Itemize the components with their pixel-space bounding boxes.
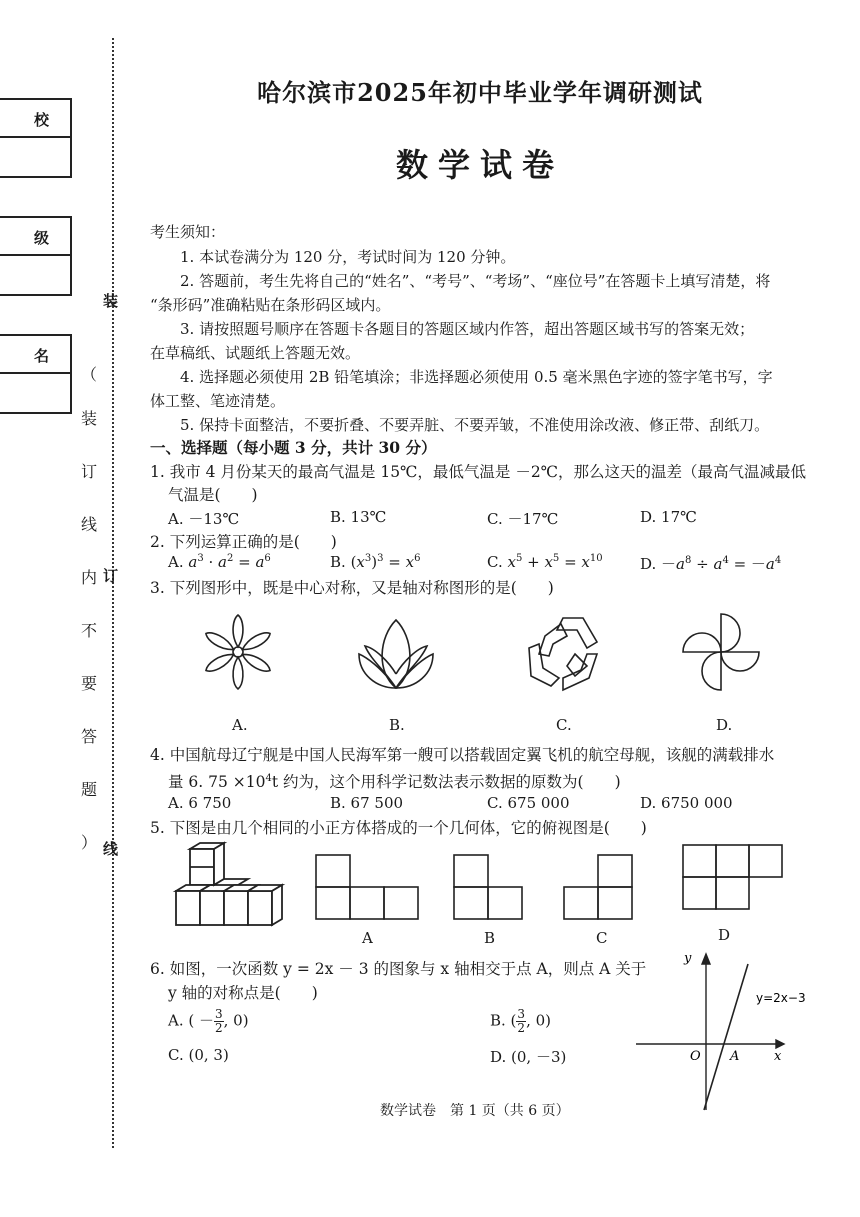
y-axis-arrow	[702, 954, 710, 964]
binding-dotted-line	[112, 38, 114, 1148]
q5-caption-b: B	[484, 929, 496, 947]
q6-stem-line1: 6. 如图，一次函数 y = 2x － 3 的图象与 x 轴相交于点 A，则点 A 关于	[150, 960, 647, 978]
school-label: 校	[0, 100, 70, 138]
q1-option-c[interactable]: C. －17℃	[487, 510, 559, 528]
q1-option-a[interactable]: A. －13℃	[168, 510, 240, 528]
q5-option-b-view[interactable]	[452, 853, 532, 923]
q3-caption-d: D.	[716, 716, 733, 734]
origin-label: O	[690, 1049, 701, 1064]
q6-option-a[interactable]: A. ( － $\frac{3}{2}$ , 0)	[168, 1007, 249, 1035]
q5-caption-c: C	[596, 929, 608, 947]
function-label: y=2x−3	[756, 991, 806, 1005]
q2-option-b[interactable]: B. $(x^3)^3 = x^6$	[330, 553, 421, 571]
section-title: 一、选择题（每小题 3 分，共计 30 分）	[150, 438, 437, 457]
notice-item: 1. 本试卷满分为 120 分，考试时间为 120 分钟。	[180, 248, 516, 266]
binding-vertical-note: （ 装 订 线 内 不 要 答 题 ）	[80, 365, 97, 852]
notice-heading: 考生须知：	[150, 223, 226, 241]
q4-option-c[interactable]: C. 675 000	[487, 794, 570, 812]
name-label: 名	[0, 336, 70, 374]
point-a-label: A	[730, 1049, 740, 1064]
q3-caption-c: C.	[556, 716, 572, 734]
q6-stem-line2: y 轴的对称点是( )	[168, 984, 318, 1002]
school-box	[0, 98, 72, 178]
x-axis-label: x	[774, 1049, 782, 1064]
q3-figure-d-pinwheel	[681, 612, 761, 692]
q5-solid-figure	[176, 843, 286, 928]
class-label: 级	[0, 218, 70, 256]
notice-item: 4. 选择题必须使用 2B 铅笔填涂；非选择题必须使用 0.5 毫米黑色字迹的签字笔书写，字	[180, 368, 773, 386]
q6-option-d[interactable]: D. (0, －3)	[490, 1048, 567, 1066]
notice-item: 5. 保持卡面整洁，不要折叠、不要弄脏、不要弄皱，不准使用涂改液、修正带、刮纸刀。	[180, 416, 770, 434]
q5-option-a-view[interactable]	[314, 853, 424, 923]
q3-figure-c-recycle	[523, 614, 603, 694]
q2-option-c[interactable]: C. $x^5 + x^5 = x^{10}$	[487, 553, 603, 571]
notice-item: 3. 请按照题号顺序在答题卡各题目的答题区域内作答，超出答题区域书写的答案无效；	[180, 320, 755, 338]
q2-option-d[interactable]: D. $-a^8 \div a^4 = -a^4$	[640, 555, 782, 573]
y-axis-label: y	[684, 951, 692, 966]
class-box	[0, 216, 72, 296]
q1-option-d[interactable]: D. 17℃	[640, 508, 697, 526]
school-field[interactable]	[0, 138, 70, 176]
q4-stem-line2: 量 6. $75 \times 10^4t$ 约为，这个用科学记数法表示数据的原数为( )	[168, 773, 621, 792]
q5-option-c-view[interactable]	[562, 853, 642, 923]
q6-option-b[interactable]: B. ( $\frac{3}{2}$ , 0)	[490, 1007, 551, 1035]
q1-stem-line2: 气温是( )	[168, 486, 258, 504]
q5-stem: 5. 下图是由几个相同的小正方体搭成的一个几何体，它的俯视图是( )	[150, 819, 647, 837]
q4-option-a[interactable]: A. 6 750	[168, 794, 232, 812]
q2-option-a[interactable]: A. $a^3 \cdot a^2 = a^6$	[168, 553, 271, 571]
exam-title: 哈尔滨市2025年初中毕业学年调研测试	[257, 78, 703, 107]
q2-stem: 2. 下列运算正确的是( )	[150, 533, 337, 551]
notice-item: 2. 答题前，考生先将自己的“姓名”、“考号”、“考场”、“座位号”在答题卡上填写清楚，将	[180, 272, 771, 290]
q3-stem: 3. 下列图形中，既是中心对称，又是轴对称图形的是( )	[150, 579, 554, 597]
q3-figure-b-lotus	[351, 612, 441, 692]
q4-option-d[interactable]: D. 6750 000	[640, 794, 733, 812]
q3-figure-a-flower	[198, 612, 278, 692]
binding-mark-ding: 订	[103, 567, 119, 585]
binding-mark-xian: 线	[103, 840, 119, 858]
q1-stem-line1: 1. 我市 4 月份某天的最高气温是 15℃，最低气温是 －2℃，那么这天的温差（最高气温减最低	[150, 463, 807, 481]
q5-option-d-view[interactable]	[681, 843, 791, 913]
notice-item: “条形码”准确粘贴在条形码区域内。	[150, 296, 391, 314]
q1-option-b[interactable]: B. 13℃	[330, 508, 387, 526]
q5-caption-a: A	[362, 929, 373, 947]
q6-function-graph	[636, 951, 806, 1112]
notice-item: 在草稿纸、试题纸上答题无效。	[150, 344, 361, 362]
q3-caption-a: A.	[232, 716, 248, 734]
x-axis-arrow	[776, 1040, 784, 1048]
function-line	[704, 964, 748, 1110]
class-field[interactable]	[0, 256, 70, 294]
q3-caption-b: B.	[389, 716, 405, 734]
binding-mark-zhuang: 装	[103, 292, 119, 310]
q4-stem-line1: 4. 中国航母辽宁舰是中国人民海军第一艘可以搭载固定翼飞机的航空母舰，该舰的满载排水	[150, 746, 775, 764]
notice-item: 体工整、笔迹清楚。	[150, 392, 286, 410]
page-footer: 数学试卷 第 1 页（共 6 页）	[380, 1103, 570, 1119]
q5-caption-d: D	[718, 926, 731, 944]
q4-option-b[interactable]: B. 67 500	[330, 794, 404, 812]
subject-title: 数学试卷	[395, 146, 564, 184]
name-box	[0, 334, 72, 414]
q6-option-c[interactable]: C. (0, 3)	[168, 1046, 229, 1064]
